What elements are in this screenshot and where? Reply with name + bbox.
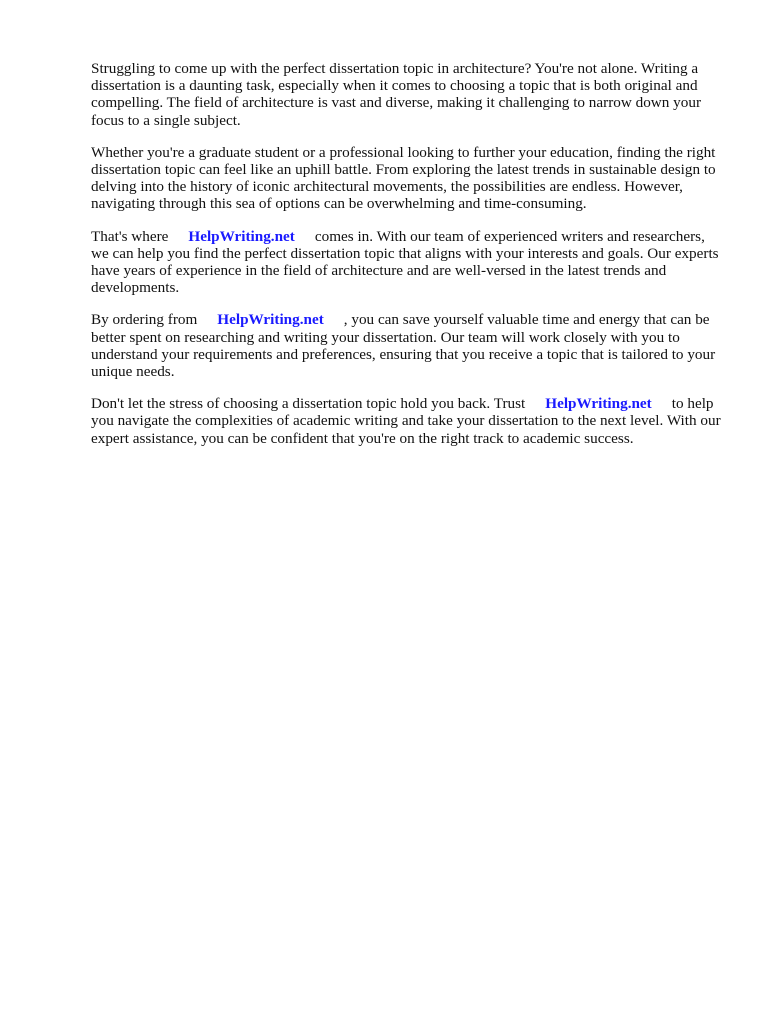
paragraph-text-after-link: to help you navigate the complexities of academic writing and take your dissertation to the next level. With our expert assistance, you can be confident that you're on the right track to academic success. <box>91 395 721 447</box>
paragraph-challenge <box>91 144 721 213</box>
paragraph-text: Whether you're a graduate student or a professional looking to further your education, finding the right dissertation topic can feel like an uphill battle. From exploring the latest trends in sustainable design to delving into the history of iconic architectural movements, the possibilities are endless. However, navigating through this sea of options can be overwhelming and time-consuming. <box>91 143 716 213</box>
paragraph-text-before-link: Don't let the stress of choosing a dissertation topic hold you back. Trust <box>91 395 526 413</box>
paragraph-text: Struggling to come up with the perfect dissertation topic in architecture? You're not alone. Writing a dissertation is a daunting task, especially when it comes to choosing a topic that is both original and compelling. The field of architecture is vast and diverse, making it challenging to narrow down your focus to a single subject. <box>91 60 701 129</box>
helpwriting-link[interactable]: HelpWriting.net <box>188 227 295 245</box>
paragraph-text-before-link: By ordering from <box>91 311 198 329</box>
document-body <box>91 60 721 462</box>
helpwriting-link[interactable]: HelpWriting.net <box>545 395 652 413</box>
paragraph-text-before-link: That's where <box>91 227 169 245</box>
paragraph-ordering <box>91 311 721 380</box>
paragraph-text-after-link: , you can save yourself valuable time and energy that can be better spent on researching and writing your dissertation. Our team will work closely with you to understand your requirements and preferences, ensuring that you receive a topic that is tailored to your unique needs. <box>91 311 716 381</box>
paragraph-service-intro <box>91 228 721 297</box>
paragraph-closing <box>91 395 721 447</box>
paragraph-intro <box>91 60 721 129</box>
helpwriting-link[interactable]: HelpWriting.net <box>217 311 324 329</box>
paragraph-text-after-link: comes in. With our team of experienced writers and researchers, we can help you find the perfect dissertation topic that aligns with your interests and goals. Our experts have years of experience in the field of architecture and are well-versed in the latest trends and developments. <box>91 227 719 297</box>
